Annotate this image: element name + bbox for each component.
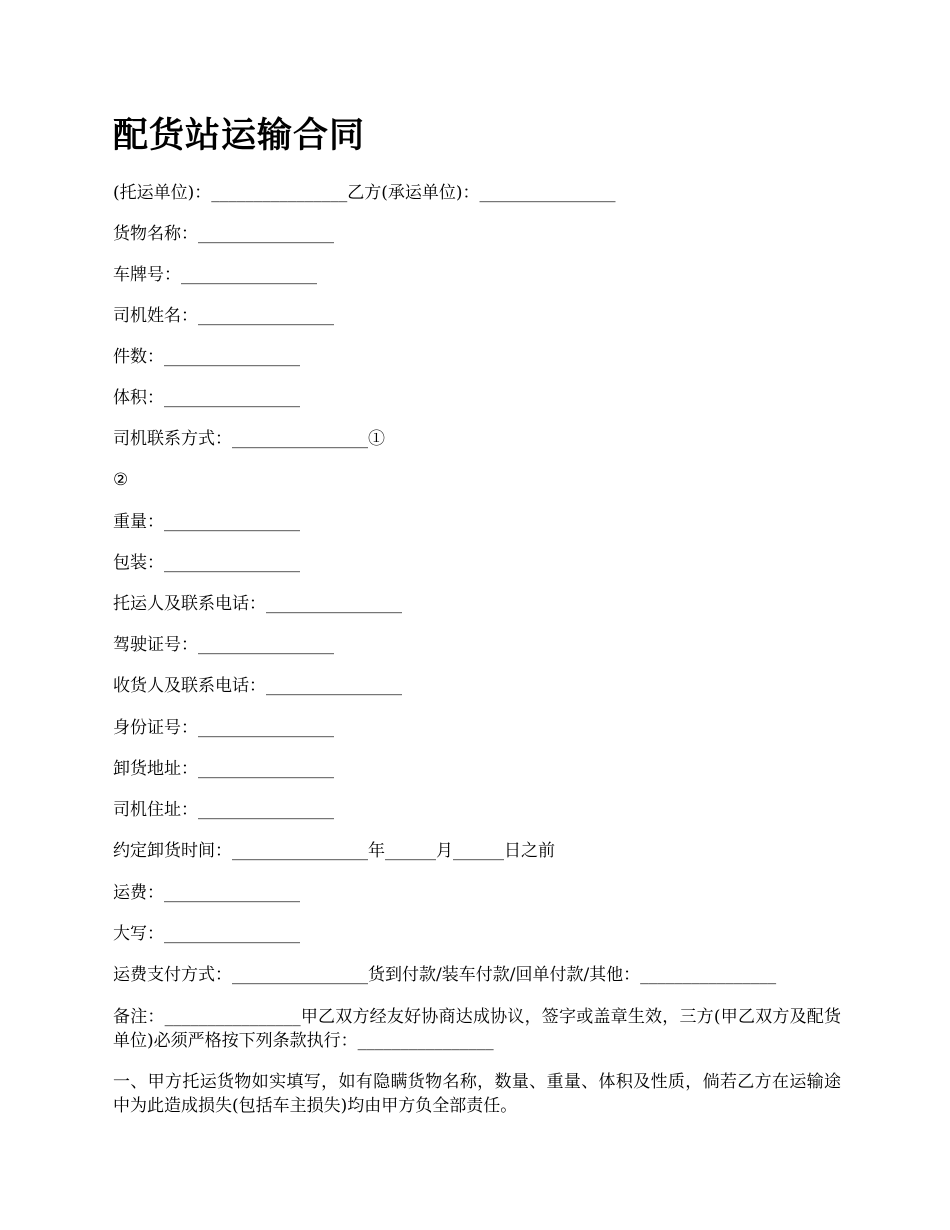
- field-driver-contact-2: ②: [113, 470, 129, 490]
- field-unload-time: 约定卸货时间：________________年______月______日之前: [113, 841, 555, 861]
- field-piece-count: 件数：________________: [113, 347, 300, 367]
- field-consignee-phone: 收货人及联系电话：________________: [113, 676, 402, 696]
- field-payment-method: 运费支付方式：________________货到付款/装车付款/回单付款/其他：________________: [113, 965, 777, 985]
- document-title: 配货站运输合同: [113, 115, 366, 156]
- field-driver-name: 司机姓名：________________: [113, 306, 334, 326]
- field-goods-name: 货物名称：________________: [113, 224, 334, 244]
- field-shipper-phone: 托运人及联系电话：________________: [113, 594, 402, 614]
- field-driver-address: 司机住址：________________: [113, 800, 334, 820]
- field-license-number: 驾驶证号：________________: [113, 635, 334, 655]
- field-driver-contact: 司机联系方式：________________①: [113, 429, 385, 449]
- field-freight: 运费：________________: [113, 883, 300, 903]
- field-amount-in-words: 大写：________________: [113, 924, 300, 944]
- field-weight: 重量：________________: [113, 512, 300, 532]
- clause-1-paragraph: 一、甲方托运货物如实填写，如有隐瞒货物名称，数量、重量、体积及性质，倘若乙方在运输途中为此造成损失(包括车主损失)均由甲方负全部责任。: [113, 1072, 841, 1116]
- field-plate-number: 车牌号：________________: [113, 265, 317, 285]
- remarks-paragraph: 备注：________________甲乙双方经友好协商达成协议，签字或盖章生效，三方(甲乙双方及配货单位)必须严格按下列条款执行：________________: [113, 1007, 841, 1051]
- field-id-number: 身份证号：________________: [113, 718, 334, 738]
- field-volume: 体积：________________: [113, 388, 300, 408]
- field-consignor-carrier: (托运单位)：________________乙方(承运单位)：________________: [113, 183, 616, 203]
- field-packaging: 包装：________________: [113, 553, 300, 573]
- field-unload-address: 卸货地址：________________: [113, 759, 334, 779]
